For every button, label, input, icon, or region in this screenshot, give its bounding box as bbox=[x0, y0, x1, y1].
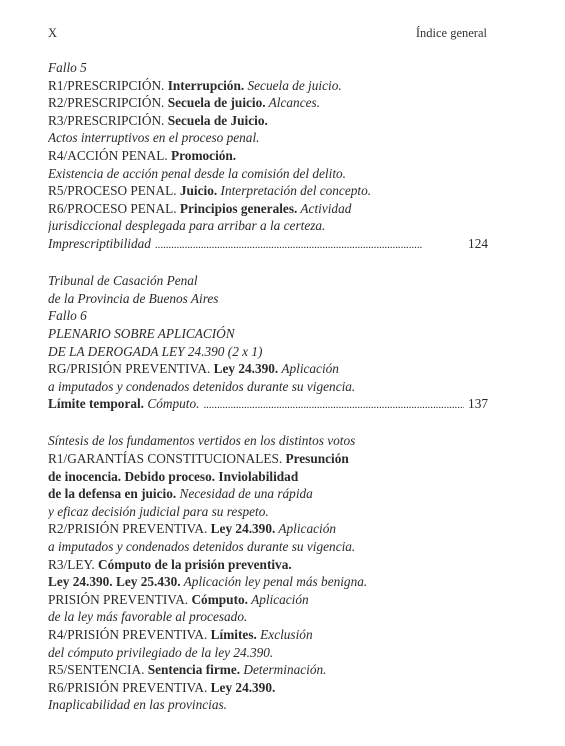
index-description: a imputados y condenados detenidos durante su vigencia. bbox=[48, 539, 356, 555]
index-line bbox=[48, 165, 488, 183]
dot-leader bbox=[203, 395, 464, 415]
index-line bbox=[48, 503, 488, 521]
index-line bbox=[48, 573, 488, 591]
index-line bbox=[48, 200, 488, 218]
index-description: de la ley más favorable al procesado. bbox=[48, 609, 248, 625]
index-body bbox=[48, 59, 488, 714]
index-line bbox=[48, 520, 488, 538]
index-description: jurisdiccional desplegada para arribar a la certeza. bbox=[48, 218, 326, 234]
index-line bbox=[48, 378, 488, 396]
index-page-number: 137 bbox=[468, 396, 488, 412]
index-line bbox=[48, 432, 488, 450]
index-description: Imprescriptibilidad bbox=[48, 235, 151, 251]
index-entry-with-page bbox=[48, 395, 488, 415]
index-line bbox=[48, 661, 488, 679]
index-line bbox=[48, 626, 488, 644]
index-line bbox=[48, 290, 488, 308]
index-description: Secuela de juicio. bbox=[244, 77, 342, 93]
section-spacer bbox=[48, 415, 488, 433]
index-line bbox=[48, 468, 488, 486]
index-description: PLENARIO SOBRE APLICACIÓN bbox=[48, 325, 235, 341]
index-line bbox=[48, 217, 488, 235]
section-spacer bbox=[48, 255, 488, 273]
index-keyword: Límite temporal. bbox=[48, 396, 145, 412]
index-heading: R6/PROCESO PENAL. bbox=[48, 200, 180, 216]
index-keyword: Límites. bbox=[210, 627, 257, 642]
index-heading: R6/PRISIÓN PREVENTIVA. bbox=[48, 679, 211, 695]
index-line bbox=[48, 59, 488, 77]
index-description: Aplicación ley penal más benigna. bbox=[180, 574, 368, 590]
index-line bbox=[48, 325, 488, 343]
index-keyword: Secuela de Juicio. bbox=[167, 112, 268, 128]
index-keyword: Secuela de juicio. bbox=[167, 95, 266, 111]
index-description: Determinación. bbox=[240, 662, 327, 678]
index-line bbox=[48, 538, 488, 556]
index-keyword: Ley 24.390. bbox=[210, 521, 276, 537]
index-line bbox=[48, 450, 488, 468]
index-line bbox=[48, 343, 488, 361]
index-keyword: de la defensa en juicio. bbox=[48, 486, 177, 502]
index-heading: R3/PRESCRIPCIÓN. bbox=[48, 112, 168, 128]
index-description: Aplicación bbox=[278, 361, 339, 377]
index-description: Aplicación bbox=[275, 521, 336, 537]
index-keyword: Promoción. bbox=[171, 147, 237, 163]
index-line bbox=[48, 360, 488, 378]
index-keyword: Cómputo de la prisión preventiva. bbox=[98, 556, 292, 572]
page-header bbox=[48, 26, 487, 41]
index-heading: R5/SENTENCIA. bbox=[48, 662, 148, 678]
index-line bbox=[48, 644, 488, 662]
index-keyword: Presunción bbox=[285, 451, 349, 467]
index-keyword: Sentencia firme. bbox=[147, 662, 241, 678]
index-description: Síntesis de los fundamentos vertidos en los distintos votos bbox=[48, 433, 356, 449]
index-description: DE LA DEROGADA LEY 24.390 (2 x 1) bbox=[48, 343, 263, 359]
index-line bbox=[48, 556, 488, 574]
index-heading: R4/ACCIÓN PENAL. bbox=[48, 147, 172, 163]
index-description: Inaplicabilidad en las provincias. bbox=[48, 697, 227, 713]
index-keyword: Ley 24.390. Ley 25.430. bbox=[48, 574, 181, 590]
index-description: Aplicación bbox=[247, 591, 309, 607]
index-description: Cómputo. bbox=[144, 396, 200, 412]
index-line bbox=[48, 485, 488, 503]
index-keyword: Ley 24.390. bbox=[210, 679, 276, 695]
index-line bbox=[48, 77, 488, 95]
index-line bbox=[48, 147, 488, 165]
index-keyword: de inocencia. Debido proceso. Inviolabilidad bbox=[48, 468, 299, 484]
index-line bbox=[48, 94, 488, 112]
dot-leader bbox=[155, 235, 464, 255]
index-keyword: Principios generales. bbox=[179, 200, 298, 216]
index-line bbox=[48, 696, 488, 714]
index-heading: R5/PROCESO PENAL. bbox=[48, 183, 180, 199]
index-heading: PRISIÓN PREVENTIVA. bbox=[48, 591, 192, 607]
index-line bbox=[48, 307, 488, 325]
index-keyword: Juicio. bbox=[179, 183, 218, 199]
running-title: Índice general bbox=[415, 26, 487, 40]
index-entry-label bbox=[48, 395, 199, 413]
page-number: X bbox=[48, 26, 58, 40]
index-heading: R2/PRESCRIPCIÓN. bbox=[48, 95, 168, 111]
index-line bbox=[48, 112, 488, 130]
index-heading: R4/PRISIÓN PREVENTIVA. bbox=[48, 627, 211, 642]
index-description: Tribunal de Casación Penal bbox=[48, 273, 198, 289]
index-heading: RG/PRISIÓN PREVENTIVA. bbox=[48, 361, 214, 377]
index-entry-with-page bbox=[48, 235, 488, 255]
index-description: del cómputo privilegiado de la ley 24.390. bbox=[48, 644, 274, 660]
index-page-number: 124 bbox=[468, 235, 488, 251]
index-description: de la Provincia de Buenos Aires bbox=[48, 290, 219, 306]
index-line bbox=[48, 182, 488, 200]
index-description: Actos interruptivos en el proceso penal. bbox=[48, 130, 260, 146]
index-heading: R2/PRISIÓN PREVENTIVA. bbox=[48, 521, 211, 537]
index-keyword: Ley 24.390. bbox=[213, 361, 279, 377]
index-keyword: Cómputo. bbox=[191, 591, 248, 607]
index-heading: R1/PRESCRIPCIÓN. bbox=[48, 77, 168, 93]
index-line bbox=[48, 129, 488, 147]
index-description: Fallo 6 bbox=[48, 308, 87, 324]
index-keyword: Interrupción. bbox=[167, 77, 245, 93]
index-description: Necesidad de una rápida bbox=[176, 486, 313, 502]
index-description: Existencia de acción penal desde la comisión del delito. bbox=[48, 165, 346, 181]
index-description: Fallo 5 bbox=[48, 60, 87, 75]
index-description: y eficaz decisión judicial para su respeto. bbox=[48, 503, 269, 519]
index-description: Interpretación del concepto. bbox=[217, 183, 372, 199]
index-line bbox=[48, 591, 488, 609]
index-line bbox=[48, 679, 488, 697]
index-description: a imputados y condenados detenidos durante su vigencia. bbox=[48, 378, 356, 394]
index-heading: R3/LEY. bbox=[48, 556, 98, 572]
index-entry-label bbox=[48, 235, 151, 253]
index-line bbox=[48, 272, 488, 290]
index-description: Exclusión bbox=[256, 627, 313, 642]
index-line bbox=[48, 608, 488, 626]
index-description: Actividad bbox=[297, 200, 352, 216]
index-description: Alcances. bbox=[265, 95, 320, 111]
index-heading: R1/GARANTÍAS CONSTITUCIONALES. bbox=[48, 451, 286, 467]
